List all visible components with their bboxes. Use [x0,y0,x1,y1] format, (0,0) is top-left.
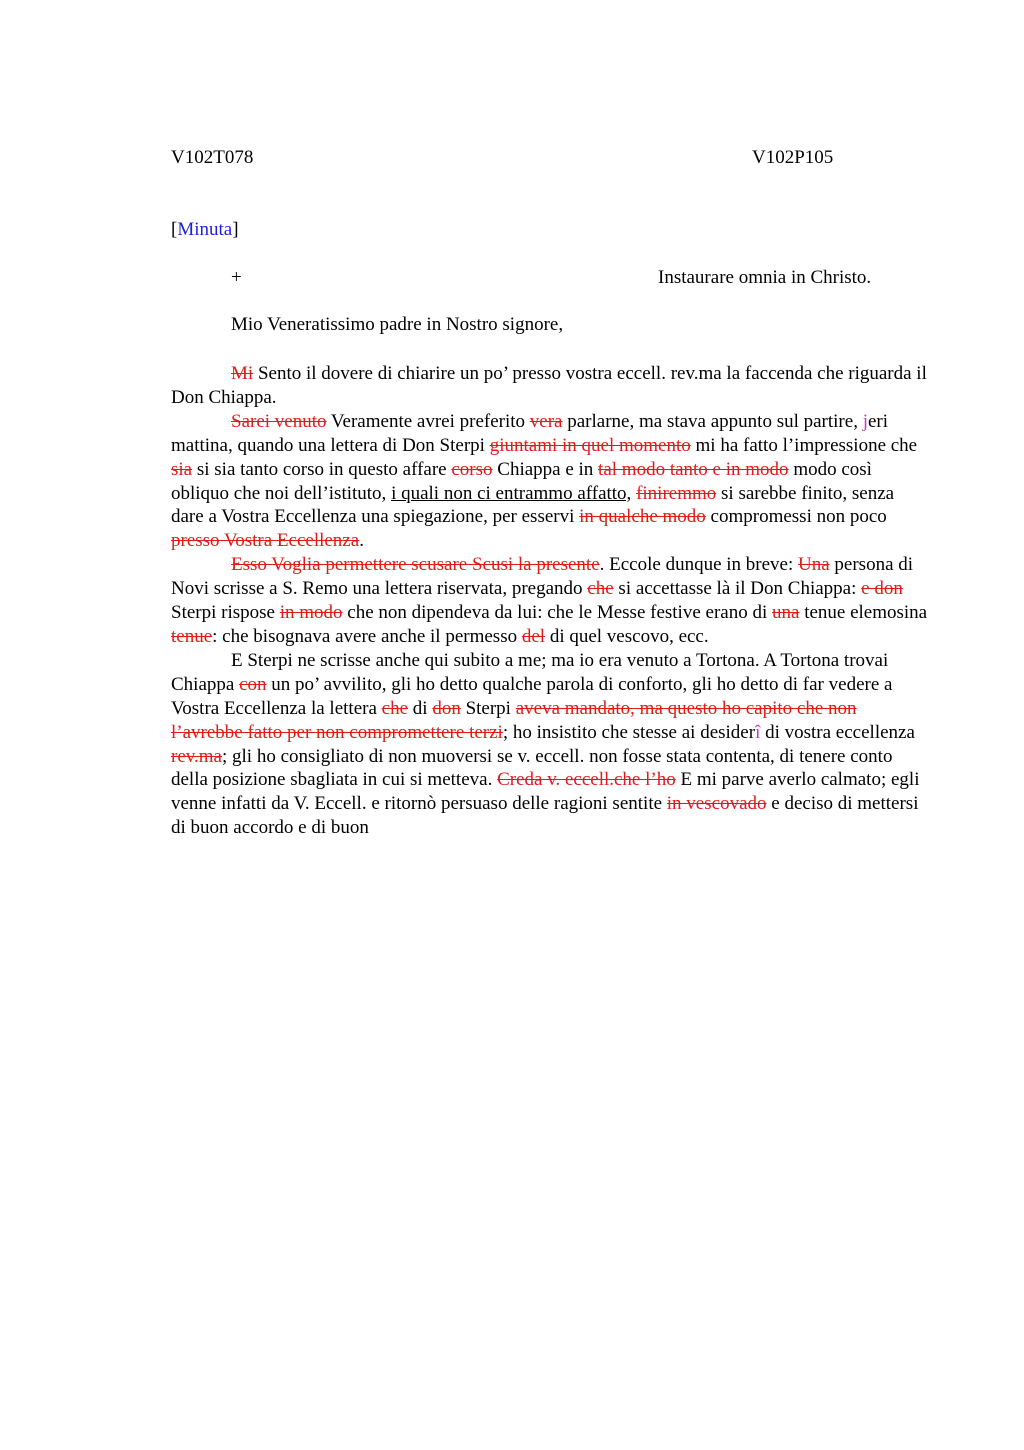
text-run: di [408,697,433,719]
deleted-text: Creda v. eccell.che l’ho [497,769,676,791]
deleted-text: don [432,697,461,719]
text-run: e deciso di mettersi di buon accordo e di buon [171,793,919,839]
document-code-left: V102T078 [171,147,254,168]
deleted-text: Esso Voglia permettere scusare Scusi la presente [231,554,600,576]
deleted-text: Una [798,554,830,576]
deleted-text: che [381,697,409,719]
text-run: ; gli ho consigliato di non muoversi se v. eccell. non fosse stata contenta, di tenere conto della posizione sbagliata in cui si metteva. [171,745,893,791]
text-run: di vostra eccellenza [760,721,915,743]
text-run: eri mattina, quando una lettera di Don Sterpi [171,410,889,456]
text-run: compromessi non poco [705,506,887,528]
text-run: mi ha fatto l’impressione che [690,434,918,456]
paragraph-3 [171,553,931,649]
text-run: tenue elemosina [799,602,928,624]
deleted-text: tal modo tanto e in modo [598,458,789,480]
text-run: . Eccole dunque in breve: [599,554,799,576]
text-run: di quel vescovo, ecc. [545,625,709,647]
text-run: Veramente avrei preferito [326,410,530,432]
text-run: E mi parve averlo calmato; egli venne infatti da V. Eccell. e ritornò persuaso delle ragioni sentite [171,769,920,815]
text-run: : che bisognava avere anche il permesso [212,625,522,647]
deleted-text: una [772,602,800,624]
deleted-text: corso [451,458,493,480]
deleted-text: del [521,625,546,647]
deleted-text: Mi [231,363,254,384]
minuta-label: [Minuta] [171,219,239,240]
text-run: parlarne, ma stava appunto sul partire, [562,410,863,432]
paragraph-1 [171,362,931,410]
deleted-text: in modo [279,602,343,624]
deleted-text: vera [529,410,563,432]
deleted-text: aveva mandato, ma questo ho capito che non l’avrebbe fatto per non compromettere terzi [171,697,857,743]
paragraph-4 [171,649,931,840]
deleted-text: tenue [171,625,213,647]
deleted-text: in vescovado [666,793,767,815]
deleted-text: presso Vostra Eccellenza [171,530,360,552]
text-run: che non dipendeva da lui: che le Messe festive erano di [342,602,772,624]
minuta-link[interactable]: Minuta [177,219,233,240]
deleted-text: sia [171,458,193,480]
text-run: E Sterpi ne scrisse anche qui subito a me; ma io era venuto a Tortona. A Tortona trovai Chiappa [171,649,889,695]
salutation: Mio Veneratissimo padre in Nostro signore, [231,314,564,335]
motto: Instaurare omnia in Christo. [658,267,872,288]
deleted-text: con [239,673,267,695]
edited-letter: j [862,410,868,432]
text-run: Sterpi [460,697,516,719]
deleted-text: e don [861,578,903,600]
text-run: ; ho insistito che stesse ai desider [502,721,756,743]
cross-symbol: + [231,267,242,288]
text-run: un po’ avvilito, gli ho detto qualche parola di conforto, gli ho detto di far vedere a Vostra Eccellenza la lettera [171,673,893,719]
text-run: Sterpi rispose [171,602,280,624]
deleted-text: in qualche modo [579,506,706,528]
deleted-text: che [587,578,614,600]
text-run: Chiappa e in [492,458,599,480]
deleted-text: giuntami in quel momento [489,434,691,456]
text-run: persona di Novi scrisse a S. Remo una lettera riservata, pregando [171,554,914,600]
text-run: si accettasse là il Don Chiappa: [613,578,862,600]
text-run: si sarebbe finito, senza dare a Vostra Eccellenza una spiegazione, per esservi [171,482,895,528]
edited-letter: î [755,721,761,743]
deleted-text: finiremmo [636,482,717,504]
text-run: Sento il dovere di chiarire un po’ presso vostra eccell. rev.ma la faccenda che riguarda il Don Chiappa. [171,363,927,408]
text-run: si sia tanto corso in questo affare [192,458,452,480]
text-run: . [359,530,364,552]
paragraph-2 [171,410,931,553]
underlined-text: i quali non ci entrammo affatto, [391,482,632,504]
deleted-text: Sarei venuto [231,410,327,432]
deleted-text: rev.ma [171,745,222,767]
document-code-right: V102P105 [752,147,834,168]
text-run: modo così obliquo che noi dell’istituto, [171,458,872,504]
letter-body [171,362,931,840]
